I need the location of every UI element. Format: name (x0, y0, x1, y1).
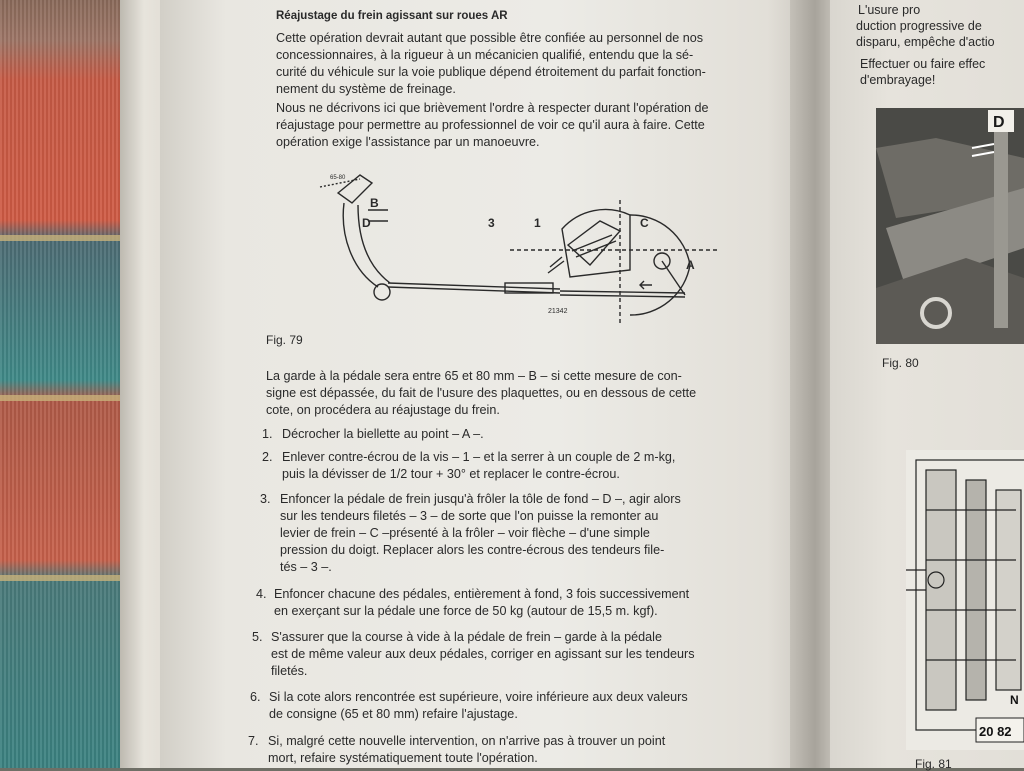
step-number: 6. (250, 690, 261, 704)
clutch-diagram (906, 450, 1024, 750)
text-line: levier de frein – C –présenté à la frôler – voir flèche – d'une simple (280, 526, 650, 540)
direction-arrow (640, 281, 652, 289)
diagram-letter: N (1010, 693, 1019, 707)
label-3: 3 (488, 216, 495, 230)
text-line: Décrocher la biellette au point – A –. (282, 427, 484, 441)
step-number: 3. (260, 492, 271, 506)
figure-81-diagram (906, 450, 1024, 750)
step-number: 5. (252, 630, 263, 644)
figure-79-caption: Fig. 79 (266, 333, 303, 347)
text-line: puis la dévisser de 1/2 tour + 30° et replacer le contre-écrou. (282, 467, 620, 481)
text-line: réajustage pour permettre au professionnel de voir ce qu'il aura à faire. Cette (276, 118, 705, 132)
text-line: nement du système de freinage. (276, 82, 456, 96)
text-line: curité du véhicule sur la voie publique dépend étroitement du parfait fonction- (276, 65, 706, 79)
pedal-arm (343, 203, 378, 287)
photo-label-D: D (993, 114, 1005, 131)
text-line: Cette opération devrait autant que possible être confiée au personnel de nos (276, 31, 704, 45)
dimension-label: 65-80 (330, 175, 346, 181)
label-B: B (370, 196, 379, 210)
text-line: Enfoncer chacune des pédales, entièrement à fond, 3 fois successivement (274, 587, 690, 601)
text-line: en exerçant sur la pédale une force de 50 kg (autour de 15,5 m. kgf). (274, 604, 658, 618)
section-heading: Réajustage du frein agissant sur roues AR (276, 10, 508, 22)
text-line: d'embrayage! (860, 73, 936, 87)
diagram-code: 20 82 (979, 724, 1012, 739)
label-1: 1 (534, 216, 541, 230)
text-line: est de même valeur aux deux pédales, corriger en agissant sur les tendeurs (271, 647, 695, 661)
text-line: Si la cote alors rencontrée est supérieure, voire inférieure aux deux valeurs (269, 690, 688, 704)
photo-illustration (876, 108, 1024, 344)
text-line: cote, on procédera au réajustage du frein. (266, 403, 500, 417)
label-D: D (362, 216, 371, 230)
text-line: filetés. (271, 664, 308, 678)
text-line: Nous ne décrivons ici que brièvement l'ordre à respecter durant l'opération de (276, 101, 709, 115)
figure-80-photo (876, 108, 1024, 344)
text-line: pression du doigt. Replacer alors les contre-écrous des tendeurs file- (280, 543, 665, 557)
step-number: 4. (256, 587, 267, 601)
figure-80-caption: Fig. 80 (882, 356, 919, 370)
text-line: La garde à la pédale sera entre 65 et 80 mm – B – si cette mesure de con- (266, 369, 682, 383)
text-line: signe est dépassée, du fait de l'usure des plaquettes, ou en dessous de cette (266, 386, 697, 400)
text-line: concessionnaires, à la rigueur à un mécanicien qualifié, entendu que la sé- (276, 48, 694, 62)
text-line: Enlever contre-écrou de la vis – 1 – et la serrer à un couple de 2 m-kg, (282, 450, 676, 464)
text-line: L'usure pro (858, 3, 921, 17)
text-line: duction progressive de (856, 19, 982, 33)
figure-code: 21342 (548, 308, 568, 315)
text-line: Si, malgré cette nouvelle intervention, on n'arrive pas à trouver un point (268, 734, 666, 748)
text-line: S'assurer que la course à vide à la pédale de frein – garde à la pédale (271, 630, 662, 644)
step-number: 2. (262, 450, 273, 464)
text-line: de consigne (65 et 80 mm) refaire l'ajustage. (269, 707, 518, 721)
figure-81-caption: Fig. 81 (915, 757, 952, 771)
text-line: Enfoncer la pédale de frein jusqu'à frôler la tôle de fond – D –, agir alors (280, 492, 681, 506)
text-line: sur les tendeurs filetés – 3 – de sorte que l'on puisse la remonter au (280, 509, 659, 523)
step-number: 7. (248, 734, 259, 748)
text-line: tés – 3 –. (280, 560, 332, 574)
label-C: C (640, 216, 649, 230)
text-line: opération exige l'assistance par un manoeuvre. (276, 135, 540, 149)
text-line: mort, refaire systématiquement toute l'opération. (268, 751, 538, 765)
figure-79-diagram (300, 165, 720, 330)
pedal-pivot (374, 284, 390, 300)
text-line: Effectuer ou faire effec (860, 57, 986, 71)
label-A: A (686, 258, 695, 272)
step-number: 1. (262, 427, 273, 441)
text-line: disparu, empêche d'actio (856, 35, 995, 49)
